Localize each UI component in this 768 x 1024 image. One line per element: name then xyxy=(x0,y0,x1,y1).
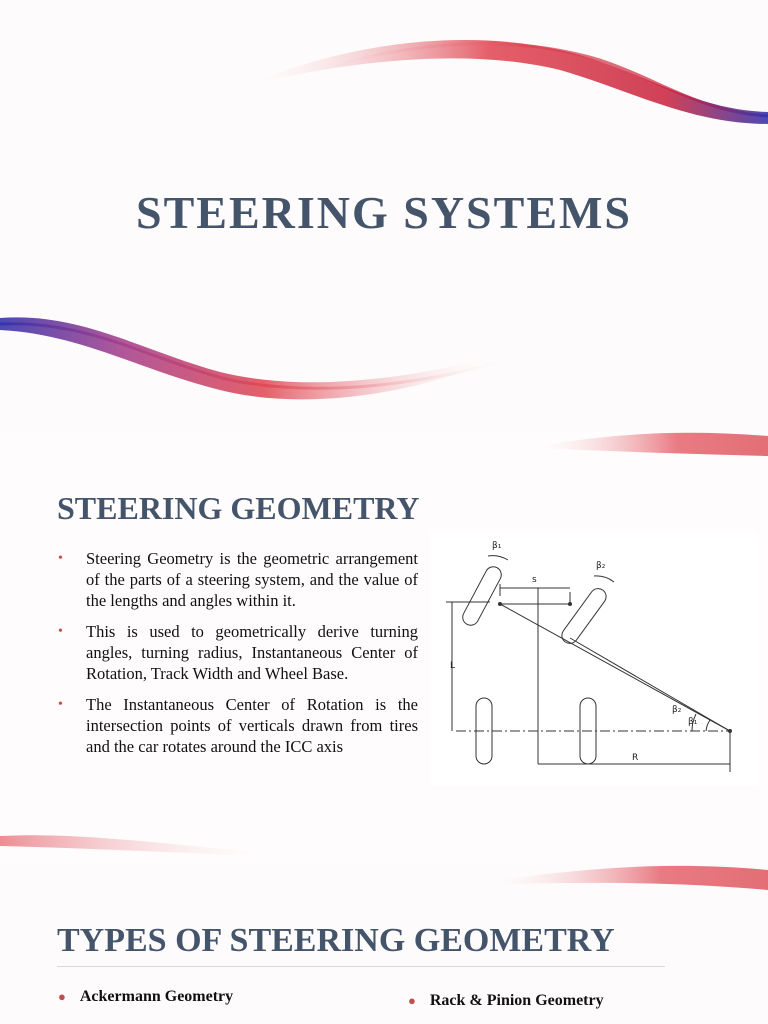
list-item: ● Ackermann Geometry xyxy=(58,988,234,1005)
list-item: • This is used to geometrically derive turning angles, turning radius, Instantaneous Center of Rotation, Track Width and Wheel Base. xyxy=(56,621,418,684)
title-slide xyxy=(0,0,768,432)
types-slide xyxy=(0,864,768,1024)
slide-title: TYPES OF STEERING GEOMETRY xyxy=(57,922,615,959)
geometry-figure xyxy=(430,532,758,786)
beta1-angle-label: β₁ xyxy=(688,717,698,727)
list-item: • The Instantaneous Center of Rotation is the intersection points of verticals drawn from tires and the car rotates around the ICC axis xyxy=(56,694,418,757)
steering-geometry-slide xyxy=(0,432,768,864)
bullet-icon: ● xyxy=(408,993,416,1008)
beta2-angle-label: β₂ xyxy=(672,705,682,715)
divider xyxy=(57,966,665,967)
bullet-list xyxy=(56,548,418,767)
presentation-title: STEERING SYSTEMS xyxy=(136,187,632,238)
beta1-label: β₁ xyxy=(492,541,502,551)
list-item: ● Rack & Pinion Geometry xyxy=(408,992,604,1009)
bullet-icon: ● xyxy=(58,989,66,1004)
r-label: R xyxy=(632,753,639,763)
list-item: • Steering Geometry is the geometric arrangement of the parts of a steering system, and the value of the lengths and angles within it. xyxy=(56,548,418,611)
beta2-label: β₂ xyxy=(596,561,606,571)
slide-title: STEERING GEOMETRY xyxy=(57,490,420,526)
steering-geometry-diagram xyxy=(430,532,758,786)
s-label: s xyxy=(532,575,537,585)
l-label: L xyxy=(450,661,456,671)
